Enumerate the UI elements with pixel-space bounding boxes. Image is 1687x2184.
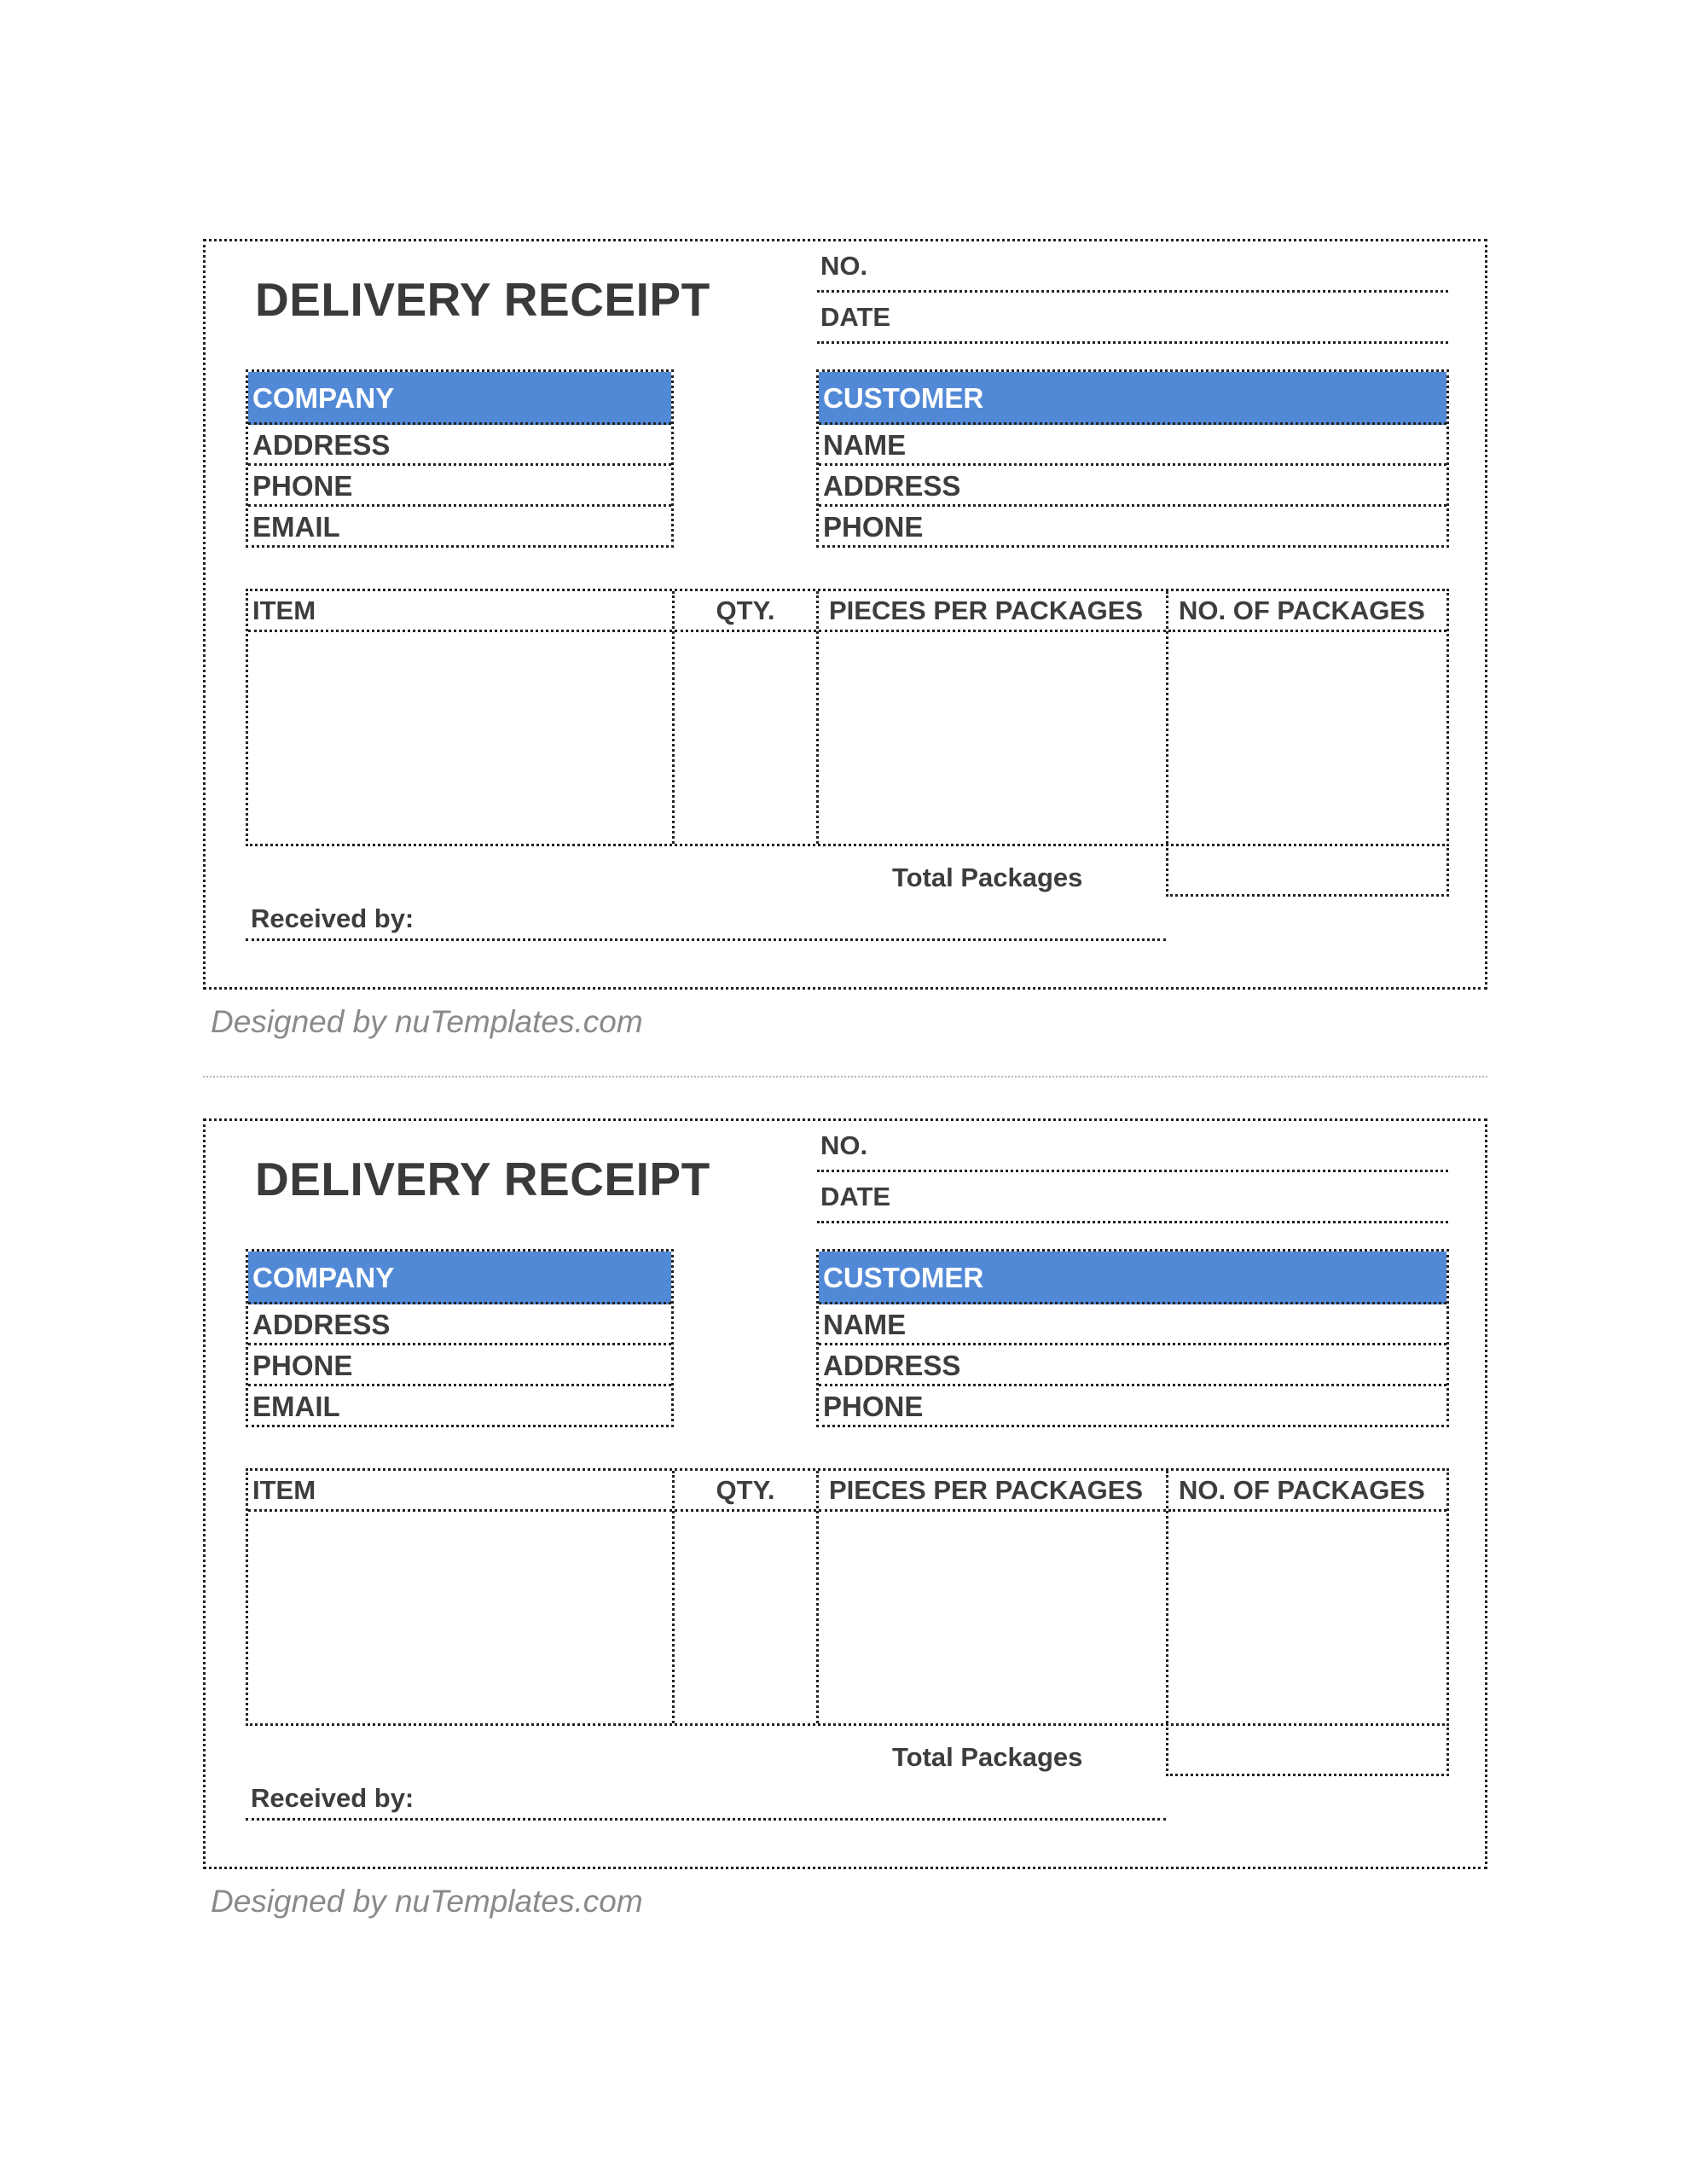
receipt-number-label: NO. [820,1130,868,1160]
received-by-label: Received by: [251,1783,415,1813]
number-of-packages-column[interactable] [1168,591,1446,844]
total-packages-field[interactable] [1166,844,1449,897]
items-table [246,589,1449,846]
qty-column-header: QTY. [675,1471,816,1512]
receipt-number-field[interactable] [817,245,1448,293]
total-packages-label: Total Packages [892,1742,1083,1772]
company-header: COMPANY [248,372,671,425]
company-email-field[interactable]: EMAIL [252,1391,340,1422]
receipt-date-field[interactable] [817,296,1448,344]
number-of-packages-column[interactable] [1168,1471,1446,1723]
designer-credit: Designed by nuTemplates.com [211,1884,643,1919]
receipt-date-label: DATE [820,302,891,332]
company-phone-field[interactable]: PHONE [248,466,671,507]
total-packages-label: Total Packages [892,863,1083,892]
delivery-receipt-2 [203,1118,1487,1869]
number-of-packages-column-header: NO. OF PACKAGES [1168,591,1446,632]
pieces-per-package-column[interactable] [819,591,1168,844]
qty-column[interactable] [675,1471,819,1723]
company-info-box [246,369,674,548]
cut-line-divider [203,1076,1487,1077]
item-column-header: ITEM [248,1471,672,1512]
customer-address-field[interactable]: ADDRESS [819,466,1446,507]
qty-column-header: QTY. [675,591,816,632]
pieces-per-package-column-header: PIECES PER PACKAGES [819,1471,1166,1512]
receipt-number-field[interactable] [817,1124,1448,1172]
company-address-field[interactable]: ADDRESS [248,1304,671,1345]
item-column[interactable] [248,591,675,844]
customer-name-field[interactable]: NAME [819,1304,1446,1345]
received-by-field[interactable] [246,898,1166,941]
total-packages-field[interactable] [1166,1723,1449,1776]
qty-column[interactable] [675,591,819,844]
customer-header: CUSTOMER [819,1252,1446,1304]
received-by-field[interactable] [246,1778,1166,1821]
pieces-per-package-column[interactable] [819,1471,1168,1723]
received-by-label: Received by: [251,903,415,933]
receipt-title: DELIVERY RECEIPT [255,1153,710,1205]
company-email-field[interactable]: EMAIL [252,511,340,543]
customer-info-box [816,1249,1449,1427]
delivery-receipt-1 [203,239,1487,990]
items-table [246,1468,1449,1726]
item-column-header: ITEM [248,591,672,632]
number-of-packages-column-header: NO. OF PACKAGES [1168,1471,1446,1512]
company-header: COMPANY [248,1252,671,1304]
receipt-date-field[interactable] [817,1176,1448,1223]
customer-address-field[interactable]: ADDRESS [819,1345,1446,1386]
receipt-date-label: DATE [820,1182,891,1211]
company-address-field[interactable]: ADDRESS [248,425,671,466]
customer-name-field[interactable]: NAME [819,425,1446,466]
customer-header: CUSTOMER [819,372,1446,425]
receipt-number-label: NO. [820,251,868,281]
customer-phone-field[interactable]: PHONE [823,1391,924,1422]
receipt-title: DELIVERY RECEIPT [255,273,710,326]
pieces-per-package-column-header: PIECES PER PACKAGES [819,591,1166,632]
customer-phone-field[interactable]: PHONE [823,511,924,543]
company-phone-field[interactable]: PHONE [248,1345,671,1386]
customer-info-box [816,369,1449,548]
company-info-box [246,1249,674,1427]
designer-credit: Designed by nuTemplates.com [211,1004,643,1039]
item-column[interactable] [248,1471,675,1723]
